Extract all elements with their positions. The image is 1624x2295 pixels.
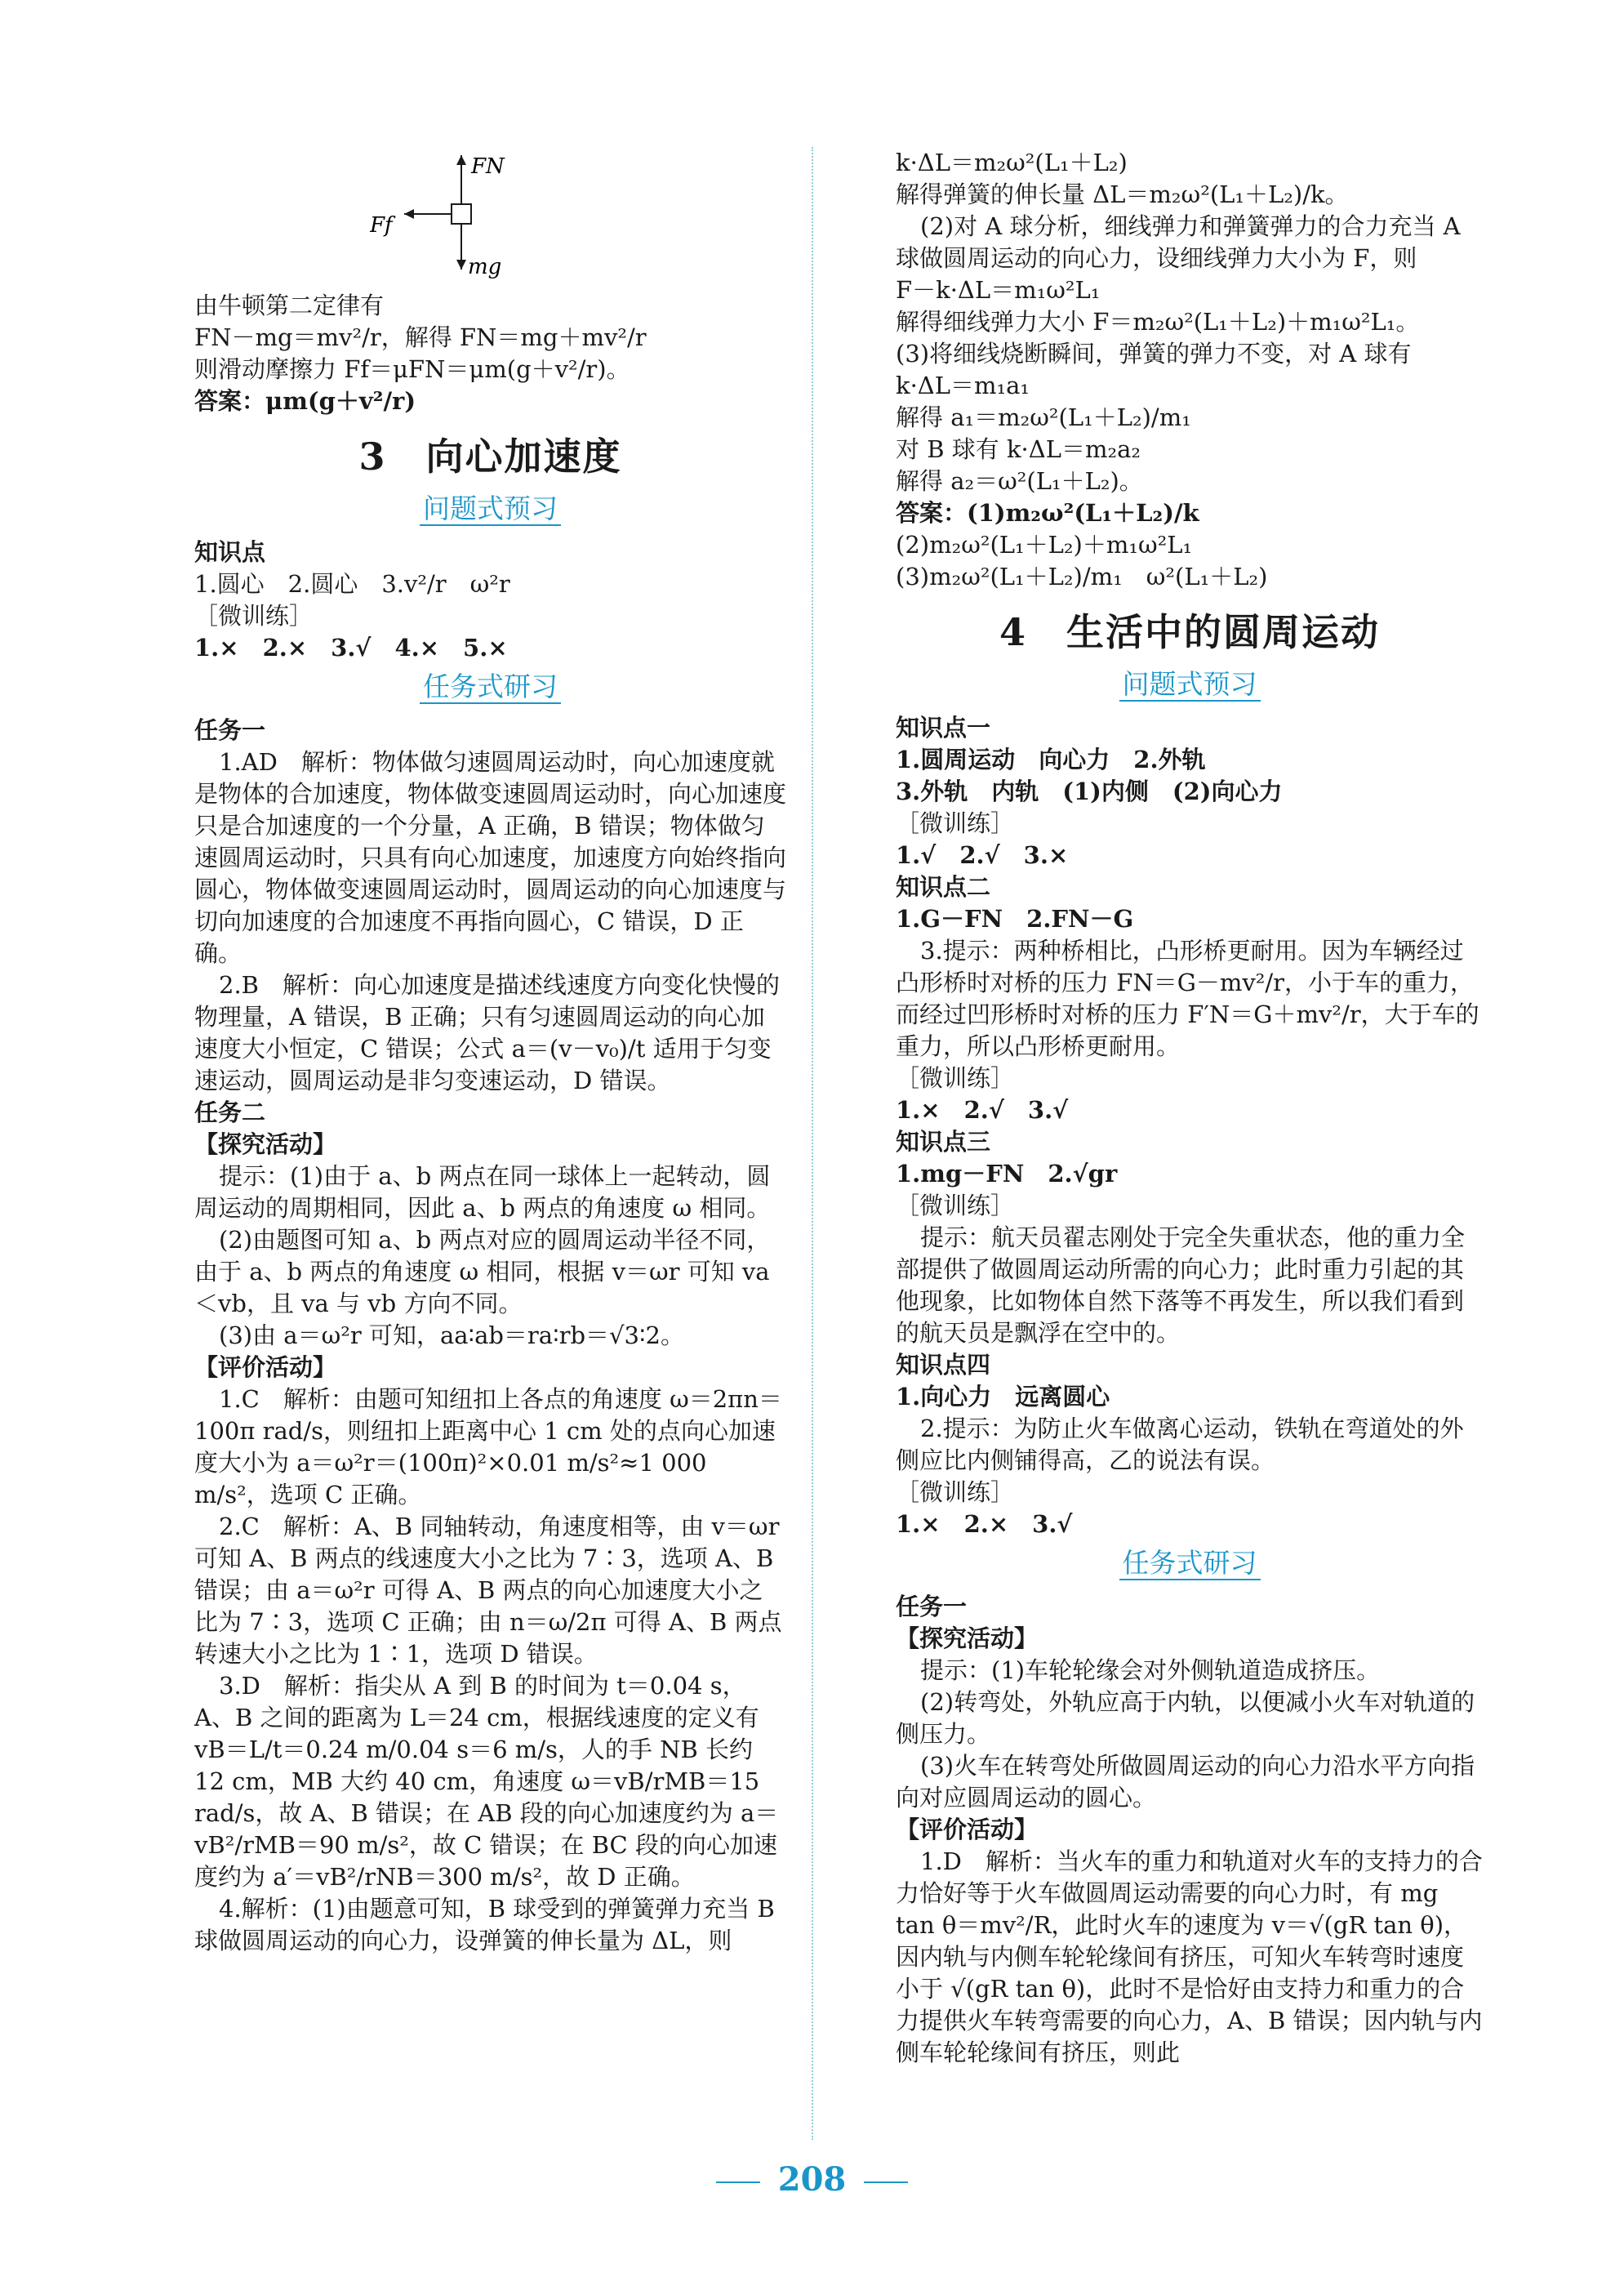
- answer-line: (3)m₂ω²(L₁＋L₂)/m₁ ω²(L₁＋L₂): [896, 563, 1268, 590]
- page-footer: [0, 2160, 1624, 2199]
- fn-label: FN: [471, 154, 505, 179]
- formula-line: 解得 a₂＝ω²(L₁＋L₂)。: [896, 467, 1143, 495]
- left-column: [194, 147, 786, 1957]
- page-number: 208: [777, 2160, 847, 2199]
- answer-line: 1.√ 2.√ 3.×: [896, 841, 1069, 869]
- answer-line: 1.圆心 2.圆心 3.v²/r ω²r: [194, 570, 510, 598]
- answer-line: 1.向心力 远离圆心: [896, 1383, 1110, 1410]
- subsection-title-text: 问题式预习: [1119, 668, 1261, 702]
- paragraph: 1.AD 解析：物体做匀速圆周运动时，向心加速度就是物体的合加速度，物体做变速圆周运动时，向心加速度只是合加速度的一个分量，A 正确，B 错误；物体做匀速圆周运动时，只具有向心加速度，加速度方向始终指向圆心，物体做变速圆周运动时，圆周运动的向心加速度与切向加速度的合加速度不再指向圆心，C 错误，D 正确。: [194, 748, 787, 967]
- answer-line: 1.× 2.× 3.√: [896, 1510, 1073, 1538]
- knowledge-heading: 知识点四: [896, 1351, 991, 1379]
- paragraph: (2)由题图可知 a、b 两点对应的圆周运动半径不同，由于 a、b 两点的角速度 ω 相同，根据 v＝ωr 可知 va＜vb，且 va 与 vb 方向不同。: [194, 1226, 771, 1317]
- activity-heading: 【评价活动】: [194, 1353, 337, 1381]
- task-heading: 任务一: [194, 716, 266, 744]
- force-diagram-svg: [370, 147, 615, 290]
- answer-line: 1.× 2.× 3.√ 4.× 5.×: [194, 634, 508, 662]
- subsection-title-text: 任务式研习: [420, 671, 561, 704]
- formula-line: FN－mg＝mv²/r，解得 FN＝mg＋mv²/r: [194, 323, 647, 351]
- block-shape: [452, 204, 471, 224]
- paragraph: (3)火车在转弯处所做圆周运动的向心力沿水平方向指向对应圆周运动的圆心。: [896, 1752, 1475, 1811]
- formula-line: k·ΔL＝m₁a₁: [896, 372, 1030, 399]
- formula-line: 解得细线弹力大小 F＝m₂ω²(L₁＋L₂)＋m₁ω²L₁。: [896, 308, 1420, 336]
- paragraph: 3.提示：两种桥相比，凸形桥更耐用。因为车辆经过凸形桥时对桥的压力 FN＝G－mv²/r，小于车的重力，而经过凹形桥时对桥的压力 F′N＝G＋mv²/r，大于车的重力，所以凸形桥更耐用。: [896, 937, 1479, 1060]
- ff-label: Ff: [370, 213, 393, 238]
- subsection-title-text: 任务式研习: [1119, 1547, 1261, 1580]
- gravity-arrowhead: [456, 260, 466, 270]
- answer-line: 答案：(1)m₂ω²(L₁＋L₂)/k: [896, 499, 1199, 527]
- micro-training-heading: ［微训练］: [896, 809, 1015, 837]
- formula-line: 解得弹簧的伸长量 ΔL＝m₂ω²(L₁＋L₂)/k。: [896, 180, 1349, 208]
- friction-arrowhead: [404, 209, 414, 219]
- paragraph: (2)转弯处，外轨应高于内轨，以便减小火车对轨道的侧压力。: [896, 1688, 1475, 1748]
- paragraph: 1.D 解析：当火车的重力和轨道对火车的支持力的合力恰好等于火车做圆周运动需要的向心力时，有 mg tan θ＝mv²/R，此时火车的速度为 v＝√(gR tan θ)，因内轨与内侧车轮轮缘间有挤压，可知火车转弯时速度小于 √(gR tan θ)，此时不是恰好由支持力和重力的合力提供火车转弯需要的向心力，A、B 错误；因内轨与内侧车轮轮缘间有挤压，则此: [896, 1847, 1483, 2066]
- paragraph: 4.解析：(1)由题意可知，B 球受到的弹簧弹力充当 B 球做圆周运动的向心力，设弹簧的伸长量为 ΔL，则: [194, 1895, 775, 1954]
- paragraph: (3)由 a＝ω²r 可知，aa∶ab＝ra∶rb＝√3∶2。: [219, 1321, 684, 1349]
- formula-line: (3)将细线烧断瞬间，弹簧的弹力不变，对 A 球有: [896, 340, 1412, 368]
- paragraph: 2.C 解析：A、B 同轴转动，角速度相等，由 v＝ωr 可知 A、B 两点的线速度大小之比为 7∶3，选项 A、B 错误；由 a＝ω²r 可得 A、B 两点的向心加速度大小之比为 7∶3，选项 C 正确；由 n＝ω/2π 可得 A、B 两点转速大小之比为 1∶1，选项 D 错误。: [194, 1513, 782, 1668]
- paragraph: 提示：(1)车轮轮缘会对外侧轨道造成挤压。: [920, 1656, 1381, 1684]
- micro-training-heading: ［微训练］: [896, 1064, 1015, 1092]
- knowledge-heading: 知识点一: [896, 714, 991, 742]
- answer-line: 3.外轨 内轨 (1)内侧 (2)向心力: [896, 778, 1283, 805]
- right-column: [896, 147, 1484, 2069]
- column-divider: [812, 147, 813, 2140]
- footer-dash-right: [864, 2181, 908, 2183]
- micro-training-heading: ［微训练］: [896, 1192, 1015, 1219]
- force-diagram: [194, 147, 786, 290]
- knowledge-heading: 知识点: [194, 538, 266, 566]
- activity-heading: 【探究活动】: [896, 1624, 1039, 1652]
- formula-line: 对 B 球有 k·ΔL＝m₂a₂: [896, 435, 1141, 463]
- footer-dash-left: [716, 2181, 760, 2183]
- text-line: 由牛顿第二定律有: [194, 292, 385, 319]
- subsection-title: [194, 491, 786, 527]
- paragraph: 3.D 解析：指尖从 A 到 B 的时间为 t＝0.04 s，A、B 之间的距离为 L＝24 cm，根据线速度的定义有 vB＝L/t＝0.24 m/0.04 s＝6 m/s，人的手 NB 长约 12 cm，MB 大约 40 cm，角速度 ω＝vB/rMB＝15 rad/s，故 A、B 错误；在 AB 段的向心加速度约为 a＝vB²/rMB＝90 m/s²，故 C 错误；在 BC 段的向心加速度约为 a′＝vB²/rNB＝300 m/s²，故 D 正确。: [194, 1672, 779, 1891]
- text-line: 则滑动摩擦力 Ff＝μFN＝μm(g＋v²/r)。: [194, 355, 630, 383]
- paragraph: 2.B 解析：向心加速度是描述线速度方向变化快慢的物理量，A 错误，B 正确；只有匀速圆周运动的向心加速度大小恒定，C 错误；公式 a＝(v－v₀)/t 适用于匀变速运动，圆周运动是非匀变速运动，D 错误。: [194, 971, 780, 1094]
- subsection-title-text: 问题式预习: [420, 492, 561, 526]
- paragraph: 1.C 解析：由题可知纽扣上各点的角速度 ω＝2πn＝100π rad/s，则纽扣上距离中心 1 cm 处的点向心加速度大小为 a＝ω²r＝(100π)²×0.01 m/s²≈1 000 m/s²，选项 C 正确。: [194, 1385, 782, 1508]
- mg-label: mg: [468, 255, 502, 279]
- paragraph: (2)对 A 球分析，细线弹力和弹簧弹力的合力充当 A 球做圆周运动的向心力，设细线弹力大小为 F，则: [896, 212, 1461, 272]
- answer-line: 1.G－FN 2.FN－G: [896, 905, 1134, 933]
- paragraph: 提示：航天员翟志刚处于完全失重状态，他的重力全部提供了做圆周运动所需的向心力；此时重力引起的其他现象，比如物体自然下落等不再发生，所以我们看到的航天员是飘浮在空中的。: [896, 1223, 1466, 1347]
- answer-line: 1.mg－FN 2.√gr: [896, 1160, 1118, 1188]
- micro-training-heading: ［微训练］: [896, 1478, 1015, 1506]
- paragraph: 2.提示：为防止火车做离心运动，铁轨在弯道处的外侧应比内侧铺得高，乙的说法有误。: [896, 1415, 1464, 1474]
- activity-heading: 【评价活动】: [896, 1816, 1039, 1843]
- subsection-title: [194, 669, 786, 705]
- section-title-3: 3 向心加速度: [358, 434, 622, 479]
- knowledge-heading: 知识点二: [896, 873, 991, 901]
- formula-line: F－k·ΔL＝m₁ω²L₁: [896, 276, 1101, 304]
- answer-line: 1.圆周运动 向心力 2.外轨: [896, 746, 1206, 773]
- normal-arrowhead: [456, 155, 466, 165]
- subsection-title: [896, 666, 1484, 702]
- answer-line: 1.× 2.√ 3.√: [896, 1096, 1069, 1124]
- formula-line: 解得 a₁＝m₂ω²(L₁＋L₂)/m₁: [896, 403, 1191, 431]
- subsection-title: [896, 1545, 1484, 1581]
- answer-line: 答案：μm(g＋v²/r): [194, 387, 416, 415]
- micro-training-heading: ［微训练］: [194, 602, 314, 630]
- task-heading: 任务一: [896, 1593, 968, 1620]
- formula-line: k·ΔL＝m₂ω²(L₁＋L₂): [896, 149, 1128, 176]
- knowledge-heading: 知识点三: [896, 1128, 991, 1156]
- answer-line: (2)m₂ω²(L₁＋L₂)＋m₁ω²L₁: [896, 531, 1193, 559]
- task-heading: 任务二: [194, 1098, 266, 1126]
- activity-heading: 【探究活动】: [194, 1130, 337, 1158]
- section-title-4: 4 生活中的圆周运动: [999, 610, 1380, 654]
- paragraph: 提示：(1)由于 a、b 两点在同一球体上一起转动，圆周运动的周期相同，因此 a、b 两点的角速度 ω 相同。: [194, 1162, 771, 1222]
